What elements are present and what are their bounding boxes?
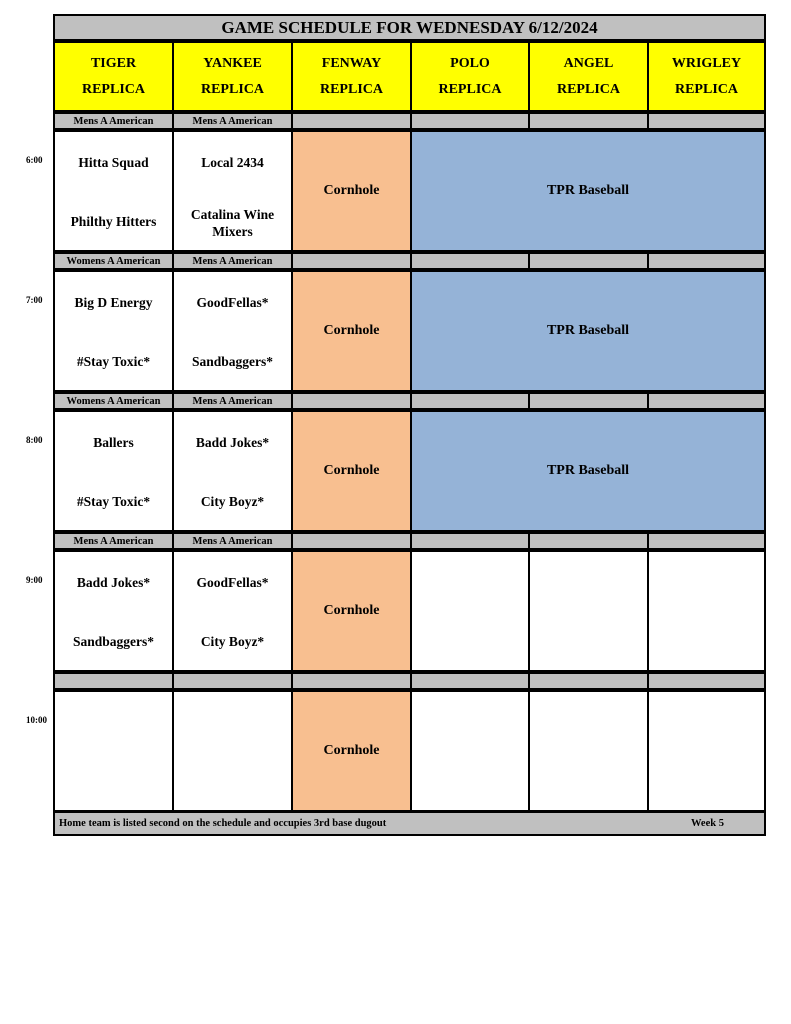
week-label: Week 5 [691, 818, 724, 829]
game-cell [53, 410, 174, 532]
away-team: GoodFellas* [196, 295, 269, 310]
home-team: Sandbaggers* [191, 354, 274, 369]
division-spacer [291, 112, 412, 130]
division-label: Mens A American [53, 112, 174, 130]
home-team: #Stay Toxic* [76, 354, 151, 369]
division-label: Womens A American [53, 252, 174, 270]
division-spacer [291, 392, 412, 410]
division-spacer [291, 252, 412, 270]
column-name: POLO [450, 55, 490, 71]
home-team: City Boyz* [200, 634, 265, 649]
away-team: Badd Jokes* [195, 435, 270, 450]
time-label: 6:00 [26, 155, 43, 165]
column-header-wrigley [647, 41, 766, 112]
cornhole-cell [291, 130, 412, 252]
cornhole-label: Cornhole [323, 743, 380, 758]
division-label: Mens A American [53, 532, 174, 550]
cornhole-cell [291, 550, 412, 672]
column-header-yankee [172, 41, 293, 112]
home-team: City Boyz* [200, 494, 265, 509]
game-cell [172, 270, 293, 392]
column-header-fenway [291, 41, 412, 112]
column-header-tiger [53, 41, 174, 112]
empty-cell [647, 550, 766, 672]
empty-cell [172, 690, 293, 812]
game-cell [172, 410, 293, 532]
division-spacer [647, 532, 766, 550]
column-subtitle: REPLICA [319, 81, 383, 97]
division-spacer [172, 672, 293, 690]
home-team: Philthy Hitters [70, 214, 157, 229]
division-spacer [528, 392, 649, 410]
time-label: 10:00 [26, 715, 47, 725]
cornhole-cell [291, 690, 412, 812]
column-name: TIGER [90, 55, 137, 71]
away-team: GoodFellas* [196, 575, 269, 590]
away-team: Ballers [93, 435, 134, 450]
division-spacer [410, 252, 530, 270]
cornhole-label: Cornhole [323, 463, 380, 478]
column-subtitle: REPLICA [200, 81, 264, 97]
tpr-baseball-cell [410, 130, 766, 252]
empty-cell [528, 550, 649, 672]
division-spacer [647, 252, 766, 270]
division-spacer [647, 672, 766, 690]
column-header-polo [410, 41, 530, 112]
game-cell [172, 130, 293, 252]
tpr-baseball-label: TPR Baseball [546, 323, 630, 338]
division-spacer [647, 112, 766, 130]
tpr-baseball-label: TPR Baseball [546, 463, 630, 478]
time-label: 7:00 [26, 295, 43, 305]
empty-cell [528, 690, 649, 812]
game-cell [53, 270, 174, 392]
column-subtitle: REPLICA [438, 81, 502, 97]
home-team: Catalina Wine Mixers [190, 207, 275, 239]
home-team-note: Home team is listed second on the schedule and occupies 3rd base dugout [59, 818, 387, 829]
division-label: Mens A American [172, 112, 293, 130]
division-label: Mens A American [172, 532, 293, 550]
division-spacer [410, 112, 530, 130]
empty-cell [410, 690, 530, 812]
cornhole-cell [291, 410, 412, 532]
game-cell [172, 550, 293, 672]
division-spacer [410, 392, 530, 410]
away-team: Local 2434 [201, 155, 264, 170]
tpr-baseball-label: TPR Baseball [546, 183, 630, 198]
division-spacer [528, 532, 649, 550]
column-subtitle: REPLICA [556, 81, 620, 97]
division-spacer [410, 532, 530, 550]
away-team: Badd Jokes* [76, 575, 151, 590]
tpr-baseball-cell [410, 270, 766, 392]
division-label: Womens A American [53, 392, 174, 410]
division-spacer [410, 672, 530, 690]
division-spacer [528, 252, 649, 270]
column-name: ANGEL [563, 55, 614, 71]
column-subtitle: REPLICA [81, 81, 145, 97]
division-spacer [528, 672, 649, 690]
game-cell [53, 130, 174, 252]
home-team: Sandbaggers* [72, 634, 155, 649]
division-spacer [647, 392, 766, 410]
column-header-angel [528, 41, 649, 112]
column-subtitle: REPLICA [674, 81, 738, 97]
empty-cell [53, 690, 174, 812]
game-cell [53, 550, 174, 672]
cornhole-label: Cornhole [323, 603, 380, 618]
column-name: WRIGLEY [671, 55, 742, 71]
time-label: 8:00 [26, 435, 43, 445]
division-label: Mens A American [172, 252, 293, 270]
column-name: YANKEE [203, 55, 262, 71]
division-label: Mens A American [172, 392, 293, 410]
footer [53, 811, 766, 836]
away-team: Hitta Squad [78, 155, 149, 170]
cornhole-label: Cornhole [323, 183, 380, 198]
time-label: 9:00 [26, 575, 43, 585]
home-team: #Stay Toxic* [76, 494, 151, 509]
division-spacer [528, 112, 649, 130]
column-name: FENWAY [321, 55, 382, 71]
schedule-title: GAME SCHEDULE FOR WEDNESDAY 6/12/2024 [53, 14, 766, 41]
empty-cell [410, 550, 530, 672]
division-spacer [291, 532, 412, 550]
tpr-baseball-cell [410, 410, 766, 532]
cornhole-label: Cornhole [323, 323, 380, 338]
division-spacer [53, 672, 174, 690]
away-team: Big D Energy [74, 295, 153, 310]
division-spacer [291, 672, 412, 690]
empty-cell [647, 690, 766, 812]
cornhole-cell [291, 270, 412, 392]
